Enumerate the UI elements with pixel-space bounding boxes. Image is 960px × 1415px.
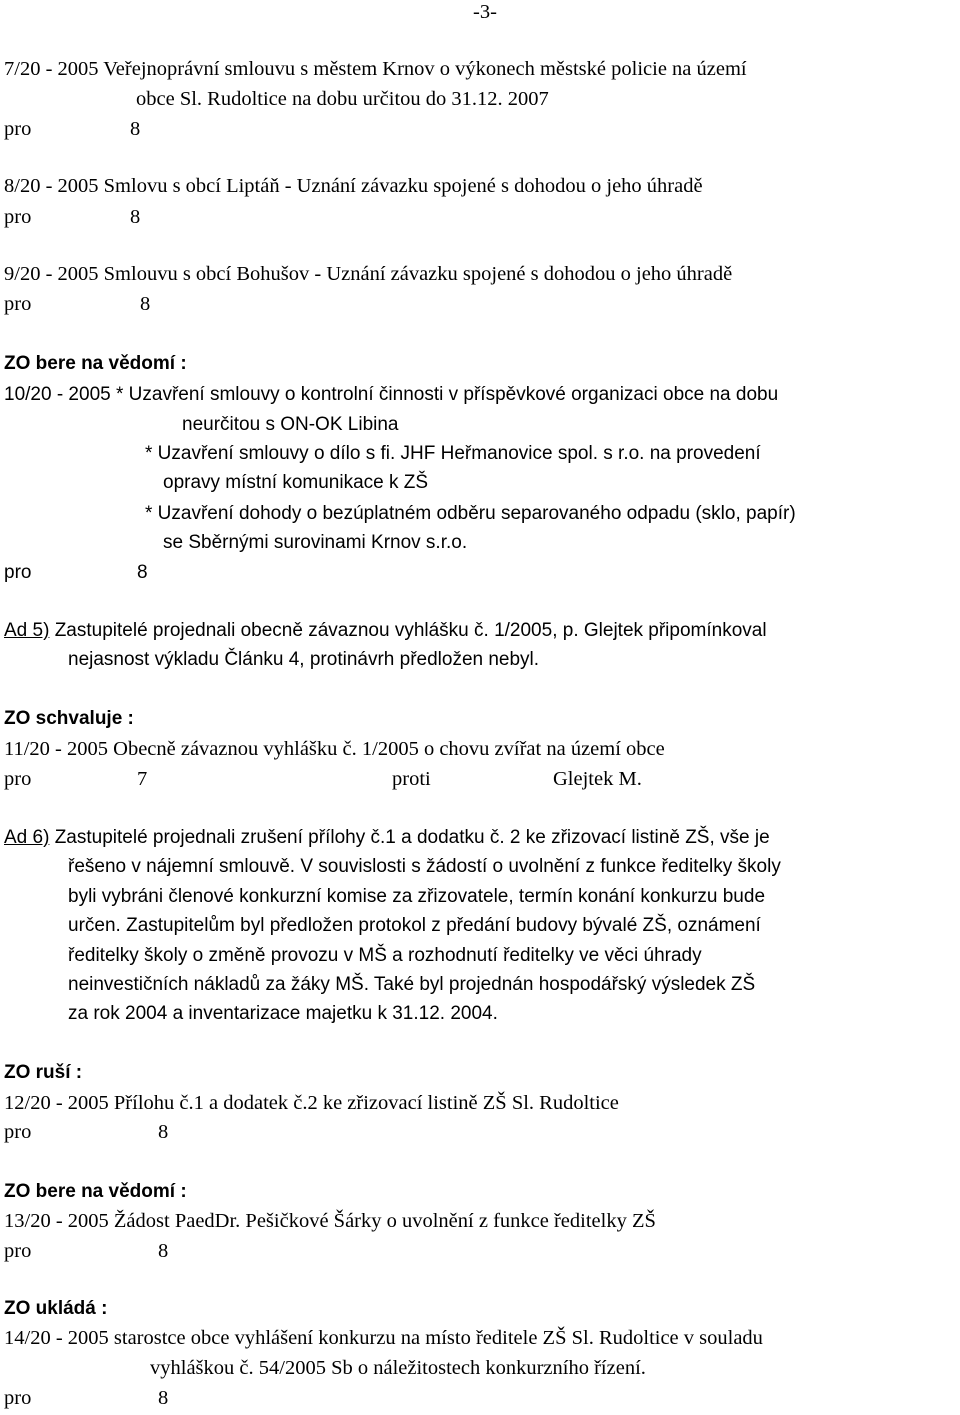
- resolution-10-line-3: * Uzavření smlouvy o dílo s fi. JHF Heřmanovice spol. s r.o. na provedení: [145, 443, 761, 464]
- resolution-13-line-1: 13/20 - 2005 Žádost PaedDr. Pešičkové Šárky o uvolnění z funkce ředitelky ZŠ: [4, 1210, 656, 1232]
- resolution-10-line-2: neurčitou s ON-OK Libina: [182, 414, 399, 435]
- agenda-item-6-line-6: neinvestičních nákladů za žáky MŠ. Také byl projednán hospodářský výsledek ZŠ: [68, 974, 756, 995]
- vote-pro-count: 8: [158, 1387, 169, 1409]
- agenda-item-5-line-2: nejasnost výkladu Článku 4, protinávrh předložen nebyl.: [68, 649, 540, 670]
- agenda-text: Zastupitelé projednali obecně závaznou vyhlášku č. 1/2005, p. Glejtek připomínkoval: [49, 620, 767, 641]
- vote-pro-count: 8: [137, 562, 148, 583]
- vote-pro-label: pro: [4, 1387, 32, 1409]
- resolution-7-line-2: obce Sl. Rudoltice na dobu určitou do 31.12. 2007: [136, 88, 549, 110]
- vote-pro-count: 8: [130, 206, 141, 228]
- resolution-12-line-1: 12/20 - 2005 Přílohu č.1 a dodatek č.2 ke zřizovací listině ZŠ Sl. Rudoltice: [4, 1092, 619, 1114]
- vote-pro-label: pro: [4, 562, 32, 583]
- vote-pro-count: 8: [158, 1240, 169, 1262]
- agenda-item-6-line-3: byli vybráni členové konkurzní komise za zřizovatele, termín konání konkurzu bude: [68, 886, 766, 907]
- section-heading: ZO schvaluje :: [4, 708, 134, 729]
- resolution-10-line-5: * Uzavření dohody o bezúplatném odběru separovaného odpadu (sklo, papír): [145, 503, 796, 524]
- resolution-9-line-1: 9/20 - 2005 Smlouvu s obcí Bohušov - Uznání závazku spojené s dohodou o jeho úhradě: [4, 263, 733, 285]
- resolution-8-line-1: 8/20 - 2005 Smlovu s obcí Liptáň - Uznání závazku spojené s dohodou o jeho úhradě: [4, 175, 703, 197]
- agenda-item-5: [4, 621, 767, 640]
- agenda-label: Ad 6): [4, 827, 50, 848]
- page-number: -3-: [473, 1, 497, 23]
- vote-pro-count: 8: [158, 1121, 169, 1143]
- vote-pro-label: pro: [4, 768, 32, 790]
- section-heading: ZO bere na vědomí :: [4, 353, 187, 374]
- vote-pro-label: pro: [4, 206, 32, 228]
- section-heading: ZO bere na vědomí :: [4, 1181, 187, 1202]
- agenda-item-6-line-4: určen. Zastupitelům byl předložen protokol z předání budovy bývalé ZŠ, oznámení: [68, 915, 761, 936]
- resolution-14-line-1: 14/20 - 2005 starostce obce vyhlášení konkurzu na místo ředitele ZŠ Sl. Rudoltice v souladu: [4, 1327, 763, 1349]
- vote-pro-label: pro: [4, 118, 32, 140]
- section-heading: ZO ukládá :: [4, 1298, 108, 1319]
- resolution-10-line-4: opravy místní komunikace k ZŠ: [163, 472, 429, 493]
- agenda-label: Ad 5): [4, 620, 50, 641]
- agenda-text: Zastupitelé projednali zrušení přílohy č.1 a dodatku č. 2 ke zřizovací listině ZŠ, vše je: [49, 827, 770, 848]
- agenda-item-6-line-2: řešeno v nájemní smlouvě. V souvislosti s žádostí o uvolnění z funkce ředitelky školy: [68, 856, 781, 877]
- vote-pro-label: pro: [4, 293, 32, 315]
- vote-pro-count: 8: [130, 118, 141, 140]
- resolution-11-line-1: 11/20 - 2005 Obecně závaznou vyhlášku č. 1/2005 o chovu zvířat na území obce: [4, 738, 665, 760]
- resolution-14-line-2: vyhláškou č. 54/2005 Sb o náležitostech konkurzního řízení.: [150, 1357, 646, 1379]
- agenda-item-6: [4, 828, 770, 847]
- agenda-item-6-line-7: za rok 2004 a inventarizace majetku k 31.12. 2004.: [68, 1003, 498, 1024]
- agenda-item-6-line-5: ředitelky školy o změně provozu v MŠ a rozhodnutí ředitelky ve věci úhrady: [68, 945, 702, 966]
- resolution-10-line-1: 10/20 - 2005 * Uzavření smlouvy o kontrolní činnosti v příspěvkové organizaci obce na dobu: [4, 384, 779, 405]
- vote-pro-count: 8: [140, 293, 151, 315]
- vote-against-label: proti: [392, 768, 431, 790]
- section-heading: ZO ruší :: [4, 1062, 83, 1083]
- vote-against-name: Glejtek M.: [553, 768, 642, 790]
- resolution-7-line-1: 7/20 - 2005 Veřejnoprávní smlouvu s městem Krnov o výkonech městské policie na území: [4, 58, 747, 80]
- vote-pro-label: pro: [4, 1121, 32, 1143]
- vote-pro-label: pro: [4, 1240, 32, 1262]
- vote-pro-count: 7: [137, 768, 148, 790]
- resolution-10-line-6: se Sběrnými surovinami Krnov s.r.o.: [163, 532, 468, 553]
